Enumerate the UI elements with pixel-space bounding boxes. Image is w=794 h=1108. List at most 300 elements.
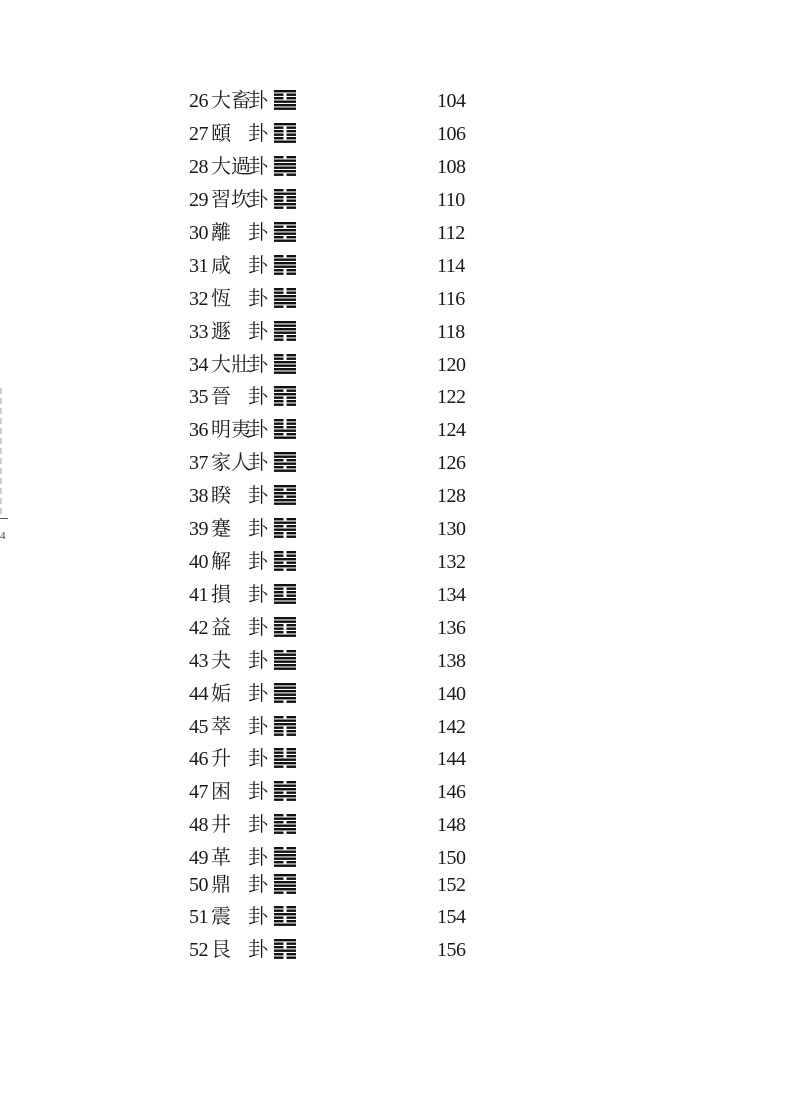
- yang-line: [274, 266, 296, 268]
- yang-line: [274, 939, 296, 941]
- yin-line-segment: [274, 878, 284, 880]
- yin-line-segment: [274, 397, 284, 399]
- yin-line-segment: [274, 358, 284, 360]
- yang-line: [274, 90, 296, 92]
- yin-line-segment: [287, 799, 297, 801]
- yin-line-segment: [287, 920, 297, 922]
- yang-line: [274, 885, 296, 887]
- yin-line-segment: [274, 631, 284, 633]
- entry-number: 31: [189, 255, 208, 277]
- yin-line-segment: [287, 466, 297, 468]
- hexagram-suffix: 卦: [248, 648, 268, 672]
- page-number: 144: [437, 748, 466, 770]
- yang-line: [274, 160, 296, 162]
- page-number: 114: [437, 255, 465, 277]
- yin-line-segment: [287, 906, 297, 908]
- toc-entry: [178, 580, 478, 610]
- toc-entry: [178, 448, 478, 478]
- page-number: 124: [437, 419, 466, 441]
- yin-line-segment: [274, 906, 284, 908]
- yin-line-segment: [287, 814, 297, 816]
- toc-entry: [178, 514, 478, 544]
- page-number: 146: [437, 781, 466, 803]
- yin-line-segment: [287, 127, 297, 129]
- yin-line-segment: [287, 624, 297, 626]
- yin-line-segment: [287, 97, 297, 99]
- page-number: 104: [437, 90, 466, 112]
- toc-entry: [178, 218, 478, 248]
- hexagram-suffix: 卦: [248, 582, 268, 606]
- hexagram-name: 夬: [211, 648, 231, 672]
- yin-line-segment: [287, 518, 297, 520]
- yin-line-segment: [287, 433, 297, 435]
- yang-line: [274, 393, 296, 395]
- yin-line-segment: [287, 358, 297, 360]
- yin-line-segment: [287, 588, 297, 590]
- page-number: 136: [437, 617, 466, 639]
- yin-line-segment: [287, 734, 297, 736]
- yin-line-segment: [287, 292, 297, 294]
- entry-number: 51: [189, 906, 208, 928]
- yin-line-segment: [274, 97, 284, 99]
- yang-line: [274, 888, 296, 890]
- hexagram-symbol-icon: [274, 320, 296, 342]
- yin-line-segment: [287, 525, 297, 527]
- hexagram-symbol-icon: [274, 155, 296, 177]
- hexagram-suffix: 卦: [248, 384, 268, 408]
- yin-line-segment: [274, 588, 284, 590]
- entry-number: 38: [189, 485, 208, 507]
- hexagram-name: 鼎: [211, 872, 231, 896]
- page-number: 122: [437, 386, 466, 408]
- hexagram-suffix: 卦: [248, 483, 268, 507]
- yin-line-segment: [274, 200, 284, 202]
- yin-line-segment: [287, 953, 297, 955]
- hexagram-suffix: 卦: [248, 904, 268, 928]
- yang-line: [274, 167, 296, 169]
- entry-number: 39: [189, 518, 208, 540]
- hexagram-suffix: 卦: [248, 253, 268, 277]
- hexagram-symbol-icon: [274, 846, 296, 868]
- entry-number: 33: [189, 321, 208, 343]
- hexagram-name: 家人: [211, 450, 251, 474]
- yin-line-segment: [274, 423, 284, 425]
- yin-line-segment: [287, 536, 297, 538]
- entry-number: 49: [189, 847, 208, 869]
- yang-line: [274, 299, 296, 301]
- yin-line-segment: [287, 847, 297, 849]
- yin-line-segment: [274, 189, 284, 191]
- hexagram-name: 姤: [211, 681, 231, 705]
- hexagram-name: 蹇: [211, 516, 231, 540]
- yang-line: [274, 584, 296, 586]
- yin-line-segment: [274, 269, 284, 271]
- hexagram-suffix: 卦: [248, 516, 268, 540]
- entry-number: 50: [189, 874, 208, 896]
- yin-line-segment: [274, 748, 284, 750]
- page-number: 126: [437, 452, 466, 474]
- yin-line-segment: [287, 628, 297, 630]
- yang-line: [274, 321, 296, 323]
- hexagram-suffix: 卦: [248, 220, 268, 244]
- yin-line-segment: [274, 716, 284, 718]
- yang-line: [274, 657, 296, 659]
- entry-number: 48: [189, 814, 208, 836]
- hexagram-symbol-icon: [274, 418, 296, 440]
- yang-line: [274, 687, 296, 689]
- toc-entry: [178, 679, 478, 709]
- toc-entry: [178, 317, 478, 347]
- yin-line-segment: [274, 910, 284, 912]
- yin-line-segment: [287, 226, 297, 228]
- entry-number: 28: [189, 156, 208, 178]
- hexagram-suffix: 卦: [248, 681, 268, 705]
- toc-entry: [178, 119, 478, 149]
- margin-tick: [0, 518, 8, 519]
- yin-line-segment: [287, 196, 297, 198]
- page-number: 148: [437, 814, 466, 836]
- entry-number: 37: [189, 452, 208, 474]
- entry-number: 44: [189, 683, 208, 705]
- yang-line: [274, 503, 296, 505]
- toc-entry: [178, 185, 478, 215]
- hexagram-suffix: 卦: [248, 121, 268, 145]
- hexagram-name: 睽: [211, 483, 231, 507]
- toc-entry: [178, 382, 478, 412]
- hexagram-name: 困: [211, 779, 231, 803]
- yin-line-segment: [287, 354, 297, 356]
- hexagram-suffix: 卦: [248, 746, 268, 770]
- yin-line-segment: [274, 137, 284, 139]
- yang-line: [274, 762, 296, 764]
- yang-line: [274, 874, 296, 876]
- hexagram-name: 解: [211, 549, 231, 573]
- yin-line-segment: [287, 943, 297, 945]
- yang-line: [274, 828, 296, 830]
- yang-line: [274, 295, 296, 297]
- yin-line-segment: [274, 419, 284, 421]
- yin-line-segment: [274, 861, 284, 863]
- entry-number: 26: [189, 90, 208, 112]
- yin-line-segment: [274, 792, 284, 794]
- yin-line-segment: [274, 292, 284, 294]
- yang-line: [274, 565, 296, 567]
- yang-line: [274, 635, 296, 637]
- yin-line-segment: [274, 781, 284, 783]
- toc-entry: [178, 935, 478, 965]
- yang-line: [274, 108, 296, 110]
- hexagram-name: 遯: [211, 319, 231, 343]
- entry-number: 52: [189, 939, 208, 961]
- yin-line-segment: [287, 189, 297, 191]
- yin-line-segment: [274, 130, 284, 132]
- page-number: 108: [437, 156, 466, 178]
- yin-line-segment: [287, 489, 297, 491]
- hexagram-symbol-icon: [274, 517, 296, 539]
- toc-entry: [178, 843, 478, 873]
- yang-line: [274, 430, 296, 432]
- yin-line-segment: [287, 878, 297, 880]
- hexagram-symbol-icon: [274, 484, 296, 506]
- yang-line: [274, 865, 296, 867]
- yang-line: [274, 759, 296, 761]
- yin-line-segment: [274, 255, 284, 257]
- yang-line: [274, 694, 296, 696]
- toc-entry: [178, 777, 478, 807]
- hexagram-name: 晉: [211, 384, 231, 408]
- yin-line-segment: [287, 569, 297, 571]
- yang-line: [274, 654, 296, 656]
- yin-line-segment: [274, 400, 284, 402]
- yang-line: [274, 361, 296, 363]
- yang-line: [274, 368, 296, 370]
- yin-line-segment: [274, 390, 284, 392]
- hexagram-symbol-icon: [274, 122, 296, 144]
- page-number: 154: [437, 906, 466, 928]
- yang-line: [274, 470, 296, 472]
- hexagram-name: 井: [211, 812, 231, 836]
- yin-line-segment: [274, 624, 284, 626]
- entry-number: 36: [189, 419, 208, 441]
- yin-line-segment: [274, 236, 284, 238]
- yang-line: [274, 325, 296, 327]
- yin-line-segment: [287, 792, 297, 794]
- hexagram-name: 恆: [211, 286, 231, 310]
- yang-line: [274, 697, 296, 699]
- yin-line-segment: [274, 920, 284, 922]
- yin-line-segment: [274, 536, 284, 538]
- yin-line-segment: [287, 269, 297, 271]
- yang-line: [274, 795, 296, 797]
- yin-line-segment: [274, 94, 284, 96]
- yin-line-segment: [274, 426, 284, 428]
- yang-line: [274, 664, 296, 666]
- hexagram-suffix: 卦: [248, 352, 268, 376]
- yin-line-segment: [274, 943, 284, 945]
- hexagram-symbol-icon: [274, 905, 296, 927]
- entry-number: 27: [189, 123, 208, 145]
- hexagram-suffix: 卦: [248, 417, 268, 441]
- yin-line-segment: [287, 555, 297, 557]
- yin-line-segment: [287, 562, 297, 564]
- hexagram-name: 益: [211, 615, 231, 639]
- page-number: 150: [437, 847, 466, 869]
- yin-line-segment: [274, 591, 284, 593]
- hexagram-symbol-icon: [274, 254, 296, 276]
- yin-line-segment: [287, 766, 297, 768]
- toc-entry: [178, 350, 478, 380]
- yin-line-segment: [274, 525, 284, 527]
- yin-line-segment: [287, 419, 297, 421]
- yang-line: [274, 123, 296, 125]
- hexagram-symbol-icon: [274, 221, 296, 243]
- hexagram-name: 革: [211, 845, 231, 869]
- page-number: 138: [437, 650, 466, 672]
- yin-line-segment: [287, 255, 297, 257]
- yin-line-segment: [287, 174, 297, 176]
- yin-line-segment: [287, 459, 297, 461]
- yang-line: [274, 203, 296, 205]
- yang-line: [274, 233, 296, 235]
- yin-line-segment: [287, 727, 297, 729]
- hexagram-suffix: 卦: [248, 187, 268, 211]
- yang-line: [274, 825, 296, 827]
- entry-number: 32: [189, 288, 208, 310]
- entry-number: 29: [189, 189, 208, 211]
- hexagram-symbol-icon: [274, 682, 296, 704]
- hexagram-symbol-icon: [274, 89, 296, 111]
- yin-line-segment: [274, 555, 284, 557]
- yang-line: [274, 913, 296, 915]
- hexagram-name: 艮: [211, 937, 231, 961]
- yin-line-segment: [287, 701, 297, 703]
- yin-line-segment: [274, 404, 284, 406]
- hexagram-symbol-icon: [274, 287, 296, 309]
- yang-line: [274, 101, 296, 103]
- page-number: 112: [437, 222, 465, 244]
- yin-line-segment: [274, 174, 284, 176]
- toc-entry: [178, 810, 478, 840]
- yang-line: [274, 259, 296, 261]
- page-number: 156: [437, 939, 466, 961]
- yin-line-segment: [274, 957, 284, 959]
- yin-line-segment: [274, 335, 284, 337]
- hexagram-symbol-icon: [274, 938, 296, 960]
- yin-line-segment: [274, 207, 284, 209]
- yin-line-segment: [274, 489, 284, 491]
- page-number: 118: [437, 321, 465, 343]
- entry-number: 40: [189, 551, 208, 573]
- yin-line-segment: [287, 752, 297, 754]
- yin-line-segment: [274, 433, 284, 435]
- yin-line-segment: [274, 755, 284, 757]
- hexagram-suffix: 卦: [248, 154, 268, 178]
- hexagram-name: 大過: [211, 154, 251, 178]
- yin-line-segment: [274, 766, 284, 768]
- yang-line: [274, 456, 296, 458]
- page-number: 152: [437, 874, 466, 896]
- hexagram-symbol-icon: [274, 188, 296, 210]
- page-number: 110: [437, 189, 465, 211]
- yin-line-segment: [274, 339, 284, 341]
- yang-line: [274, 104, 296, 106]
- margin-rule: [0, 388, 2, 518]
- yin-line-segment: [287, 390, 297, 392]
- yang-line: [274, 222, 296, 224]
- hexagram-symbol-icon: [274, 550, 296, 572]
- yin-line-segment: [287, 781, 297, 783]
- toc-entry: [178, 547, 478, 577]
- yin-line-segment: [274, 734, 284, 736]
- entry-number: 35: [189, 386, 208, 408]
- yin-line-segment: [274, 459, 284, 461]
- yang-line: [274, 851, 296, 853]
- yang-line: [274, 492, 296, 494]
- yin-line-segment: [287, 551, 297, 553]
- yin-line-segment: [287, 335, 297, 337]
- page-number: 120: [437, 354, 466, 376]
- toc-entry: [178, 415, 478, 445]
- yang-line: [274, 598, 296, 600]
- yin-line-segment: [287, 917, 297, 919]
- yang-line: [274, 240, 296, 242]
- yin-line-segment: [274, 946, 284, 948]
- yin-line-segment: [287, 631, 297, 633]
- entry-number: 30: [189, 222, 208, 244]
- yin-line-segment: [274, 466, 284, 468]
- page-number: 134: [437, 584, 466, 606]
- yang-line: [274, 924, 296, 926]
- hexagram-name: 咸: [211, 253, 231, 277]
- yang-line: [274, 558, 296, 560]
- yang-line: [274, 723, 296, 725]
- yin-line-segment: [287, 730, 297, 732]
- yin-line-segment: [274, 847, 284, 849]
- hexagram-symbol-icon: [274, 583, 296, 605]
- yin-line-segment: [274, 288, 284, 290]
- yin-line-segment: [274, 595, 284, 597]
- page-number: 116: [437, 288, 465, 310]
- yang-line: [274, 365, 296, 367]
- yang-line: [274, 193, 296, 195]
- hexagram-suffix: 卦: [248, 937, 268, 961]
- yin-line-segment: [274, 832, 284, 834]
- toc-entry: [178, 744, 478, 774]
- yin-line-segment: [287, 861, 297, 863]
- hexagram-name: 大畜: [211, 88, 251, 112]
- hexagram-suffix: 卦: [248, 88, 268, 112]
- yin-line-segment: [287, 207, 297, 209]
- yin-line-segment: [274, 569, 284, 571]
- yang-line: [274, 617, 296, 619]
- entry-number: 34: [189, 354, 208, 376]
- hexagram-name: 離: [211, 220, 231, 244]
- yang-line: [274, 818, 296, 820]
- yin-line-segment: [274, 628, 284, 630]
- yin-line-segment: [287, 423, 297, 425]
- yang-line: [274, 950, 296, 952]
- yin-line-segment: [287, 946, 297, 948]
- yin-line-segment: [274, 127, 284, 129]
- margin-folio: 4: [0, 530, 6, 542]
- toc-entry: [178, 251, 478, 281]
- yang-line: [274, 881, 296, 883]
- hexagram-suffix: 卦: [248, 812, 268, 836]
- hexagram-name: 頤: [211, 121, 231, 145]
- page-number: 140: [437, 683, 466, 705]
- yang-line: [274, 788, 296, 790]
- yin-line-segment: [287, 339, 297, 341]
- yin-line-segment: [274, 226, 284, 228]
- yin-line-segment: [287, 200, 297, 202]
- yin-line-segment: [274, 799, 284, 801]
- yin-line-segment: [287, 595, 297, 597]
- hexagram-name: 明夷: [211, 417, 251, 441]
- entry-number: 46: [189, 748, 208, 770]
- page-number: 132: [437, 551, 466, 573]
- toc-entry: [178, 481, 478, 511]
- yin-line-segment: [287, 273, 297, 275]
- hexagram-symbol-icon: [274, 649, 296, 671]
- yang-line: [274, 854, 296, 856]
- hexagram-symbol-icon: [274, 385, 296, 407]
- toc-entry: [178, 870, 478, 900]
- yin-line-segment: [287, 591, 297, 593]
- hexagram-suffix: 卦: [248, 450, 268, 474]
- hexagram-symbol-icon: [274, 873, 296, 895]
- page-number: 106: [437, 123, 466, 145]
- yin-line-segment: [287, 957, 297, 959]
